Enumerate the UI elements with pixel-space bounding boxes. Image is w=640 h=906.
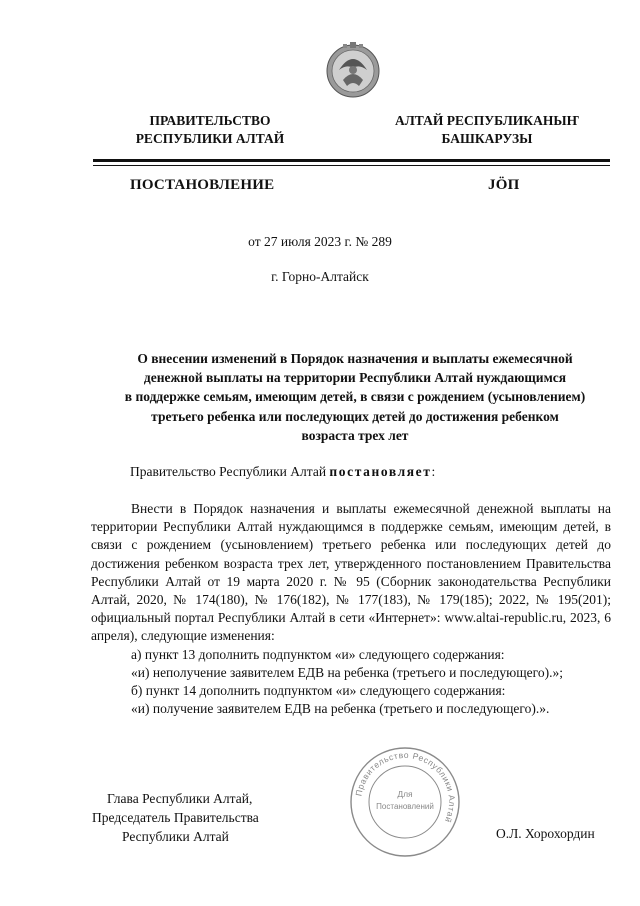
coat-of-arms-emblem (325, 40, 381, 100)
signatory-position (92, 789, 259, 846)
body-paragraph-main: Внести в Порядок назначения и выплаты ежемесячной денежной выплаты на территории Республики Алтай нуждающимся в поддержке семьям, имеющим детей, в связи с рождением (усыновлением) третьего ребенка или последующих детей до достижения ребенком возраста трех лет, утвержденного постановлением Правительства Республики Алтай от 19 марта 2020 г. № 95 (Сборник законодательства Республики Алтай, 2020, № 174(180), № 176(182), № 177(183), № 179(185); 2022, № 195(201); официальный портал Республики Алтай в сети «Интернет»: www.altai-republic.ru, 2023, 6 апреля), следующие изменения: (91, 501, 611, 644)
document-type-russian: ПОСТАНОВЛЕНИЕ (130, 177, 275, 193)
issuer-header-altai (382, 112, 592, 148)
signatory-line: Председатель Правительства (92, 810, 259, 825)
signatory-name: О.Л. Хорохордин (496, 826, 595, 841)
official-stamp (347, 744, 463, 860)
header-divider-thick (93, 159, 610, 162)
svg-text:Правительство Республики Алтай: Правительство Республики Алтай (353, 749, 458, 825)
decree-statement (130, 464, 435, 480)
title-line: денежной выплаты на территории Республики Алтай нуждающимся (143, 370, 567, 386)
amendment-item-b-text: «и) получение заявителем ЕДВ на ребенка (третьего и последующего).». (131, 701, 550, 717)
signatory-line: Республики Алтай (122, 829, 229, 844)
amendment-item-a: а) пункт 13 дополнить подпунктом «и» следующего содержания: (131, 646, 505, 662)
document-body (91, 500, 611, 718)
issuer-header-russian (110, 112, 310, 148)
title-line: О внесении изменений в Порядок назначения и выплаты ежемесячной (137, 351, 573, 366)
title-line: третьего ребенка или последующих детей до достижения ребенком (151, 408, 559, 424)
decree-verb: постановляет (329, 464, 432, 479)
decree-prefix: Правительство Республики Алтай (130, 464, 327, 479)
decree-suffix: : (431, 464, 436, 479)
header-line: БАШКАРУЗЫ (441, 131, 533, 146)
header-divider-thin (93, 165, 610, 166)
svg-text:Постановлений: Постановлений (376, 802, 434, 811)
amendment-item-a-text: «и) неполучение заявителем ЕДВ на ребенка (третьего и последующего).»; (131, 664, 563, 680)
document-date-number: от 27 июля 2023 г. № 289 (248, 234, 392, 249)
document-title (85, 349, 625, 445)
document-type-altai: JÖП (488, 177, 520, 193)
title-line: в поддержке семьям, имеющим детей, в связи с рождением (усыновлением) (124, 389, 586, 405)
header-line: РЕСПУБЛИКИ АЛТАЙ (135, 131, 285, 146)
svg-text:Для: Для (397, 789, 413, 799)
document-city: г. Горно-Алтайск (271, 269, 369, 284)
title-line: возраста трех лет (301, 427, 409, 443)
signatory-line: Глава Республики Алтай, (107, 791, 253, 806)
amendment-item-b: б) пункт 14 дополнить подпунктом «и» следующего содержания: (131, 683, 506, 699)
header-line: ПРАВИТЕЛЬСТВО (149, 113, 271, 128)
header-line: АЛТАЙ РЕСПУБЛИКАНЫҤ (394, 113, 580, 128)
